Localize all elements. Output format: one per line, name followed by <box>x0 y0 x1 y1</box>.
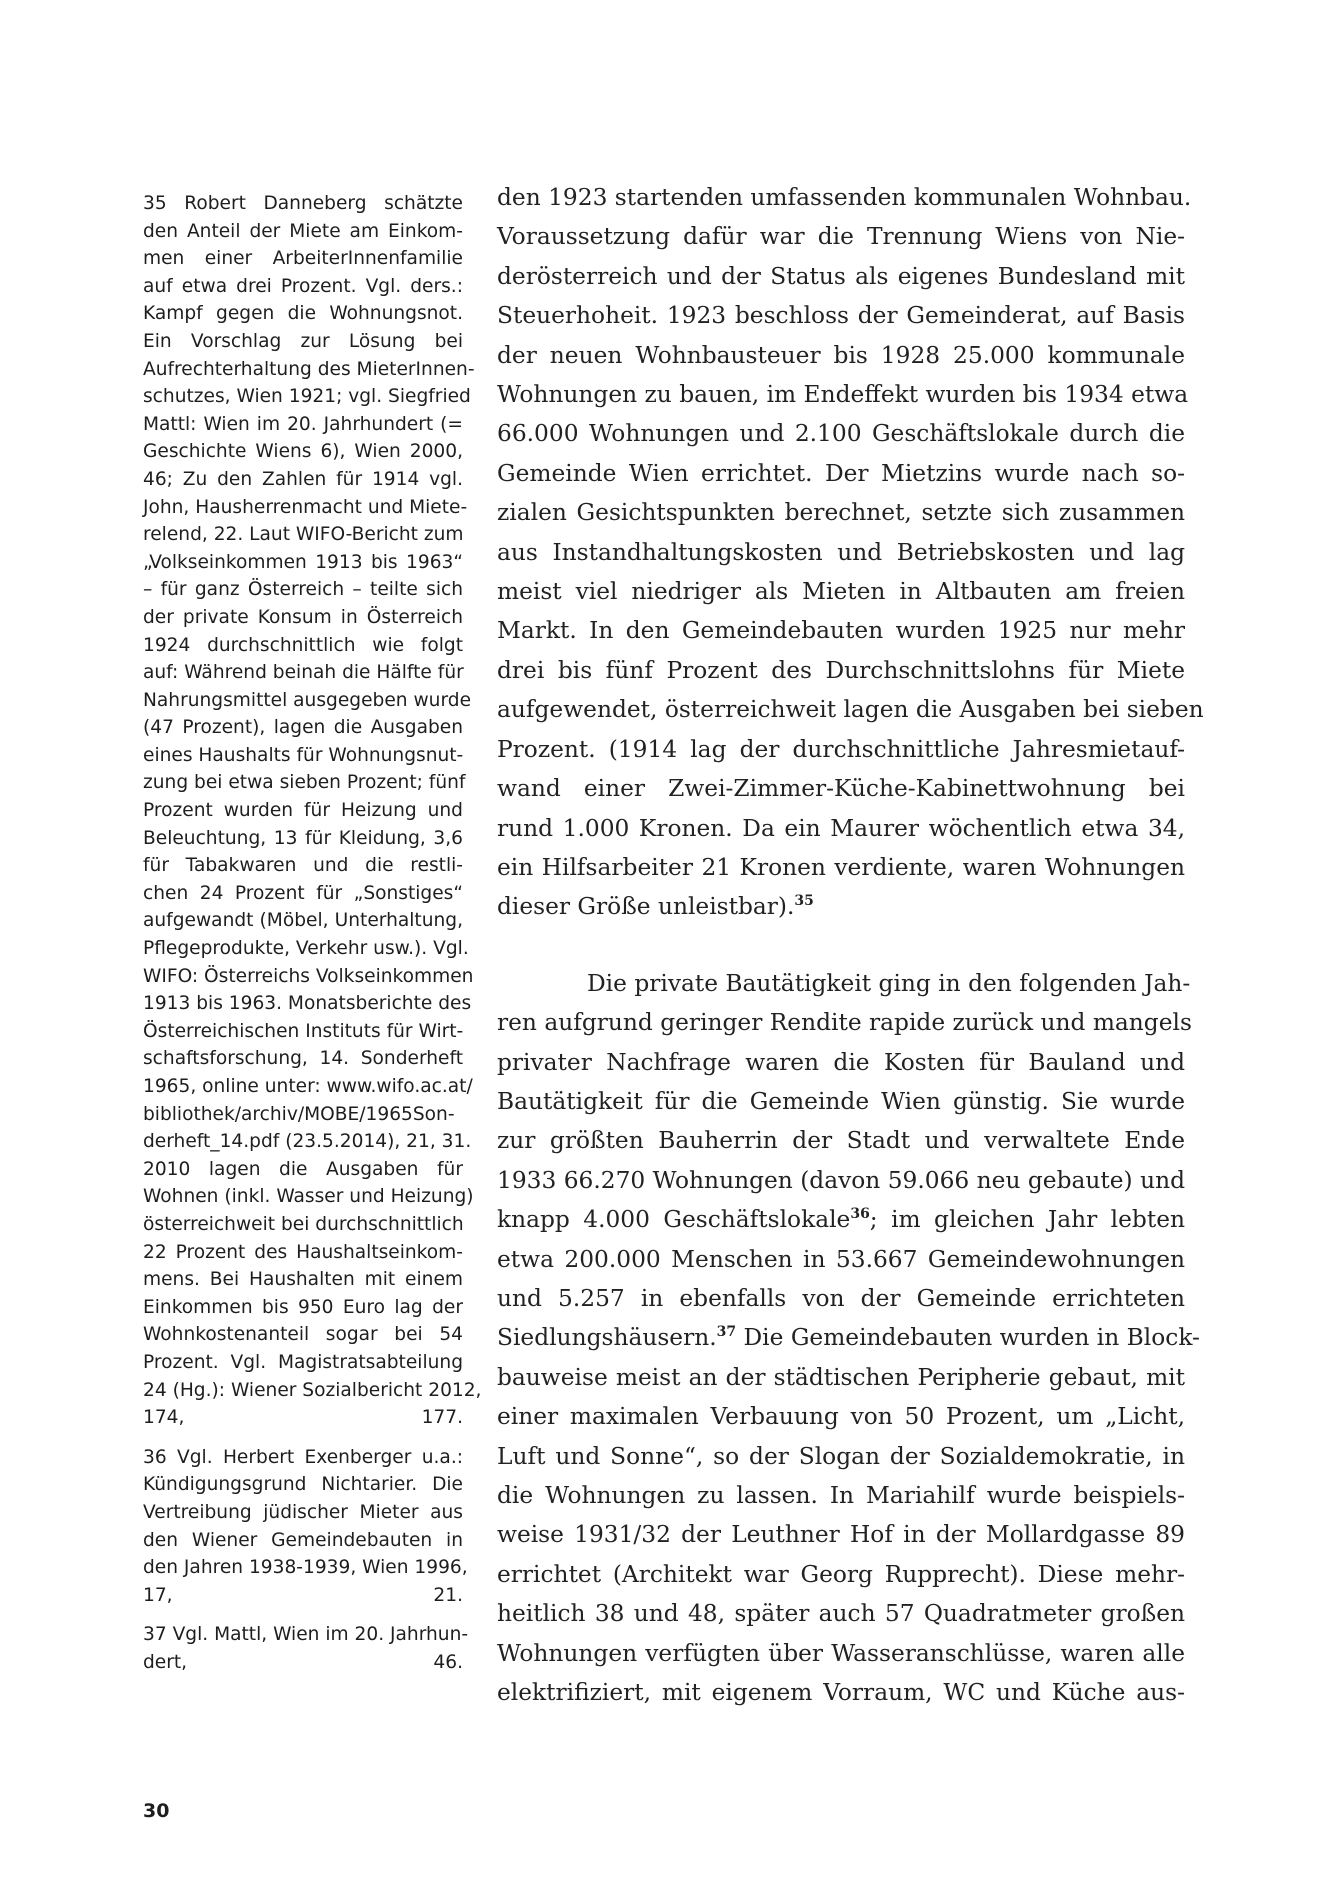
text-line: zur größten Bauherrin der Stadt und verwaltete Ende <box>497 1127 1185 1155</box>
text-line: wand einer Zwei-Zimmer-Küche-Kabinettwohnung bei <box>497 775 1185 803</box>
footnote-line: 37 Vgl. Mattl, Wien im 20. Jahrhun- <box>143 1624 469 1646</box>
paragraph-1-last-line <box>497 887 1185 926</box>
text-line: 66.000 Wohnungen und 2.100 Geschäftslokale durch die <box>497 420 1185 448</box>
footnote-line: schutzes, Wien 1921; vgl. Siegfried <box>143 386 471 408</box>
footnote-line: Mattl: Wien im 20. Jahrhundert (= <box>143 413 463 435</box>
footnote-line: bibliothek/archiv/MOBE/1965Son- <box>143 1103 455 1125</box>
text-line: etwa 200.000 Menschen in 53.667 Gemeindewohnungen <box>497 1245 1185 1273</box>
footnote-line: 1965, online unter: www.wifo.ac.at/ <box>143 1076 473 1097</box>
footnote-line: Kampf gegen die Wohnungsnot. <box>143 303 463 325</box>
body-paragraph-1 <box>497 178 1204 927</box>
text-line: weise 1931/32 der Leuthner Hof in der Mollardgasse 89 <box>497 1521 1185 1549</box>
footnote-ref-36[interactable]: 36 <box>850 1206 870 1223</box>
text-line: ein Hilfsarbeiter 21 Kronen verdiente, waren Wohnungen <box>497 853 1185 881</box>
text-line: der neuen Wohnbausteuer bis 1928 25.000 kommunale <box>497 341 1185 369</box>
footnote-line: Beleuchtung, 13 für Kleidung, 3,6 <box>143 827 463 849</box>
paragraph-1-lines <box>497 178 1204 887</box>
text-line: Wohnungen zu bauen, im Endeffekt wurden bis 1934 etwa <box>497 381 1189 409</box>
footnote-line: 35 Robert Danneberg schätzte <box>143 193 463 214</box>
footnote-line: „Volkseinkommen 1913 bis 1963“ <box>143 551 463 573</box>
text-line: bauweise meist an der städtischen Peripherie gebaut, mit <box>497 1363 1185 1391</box>
footnote-line: derheft_14.pdf (23.5.2014), 21, 31. <box>143 1131 472 1153</box>
footnote-line: 2010 lagen die Ausgaben für <box>143 1158 463 1180</box>
footnote-line: Wohnkostenanteil sogar bei 54 <box>143 1324 463 1346</box>
text-line: einer maximalen Verbauung von 50 Prozent, um „Licht, <box>497 1403 1185 1431</box>
text-line: aus Instandhaltungskosten und Betriebskosten und lag <box>497 538 1185 566</box>
footnote-line: Nahrungsmittel ausgegeben wurde <box>143 689 472 711</box>
footnote-line: der private Konsum in Österreich <box>143 606 463 628</box>
footnote-line: Vertreibung jüdischer Mieter aus <box>143 1501 463 1523</box>
text-line: und 5.257 in ebenfalls von der Gemeinde errichteten <box>497 1284 1185 1312</box>
footnote-line: dert, 46. <box>143 1651 463 1673</box>
footnote-line: 17, 21. <box>143 1584 463 1606</box>
footnote-line: 1924 durchschnittlich wie folgt <box>143 634 463 656</box>
footnote-line: schaftsforschung, 14. Sonderheft <box>143 1048 463 1070</box>
footnote-line: österreichweit bei durchschnittlich <box>143 1213 464 1235</box>
footnote-line: den Anteil der Miete am Einkom- <box>143 220 463 242</box>
text-line: Gemeinde Wien errichtet. Der Mietzins wurde nach so- <box>497 459 1185 487</box>
footnote-line: John, Hausherrenmacht und Miete- <box>143 496 468 518</box>
paragraph-1-last-line-text: dieser Größe unleistbar). <box>497 893 795 921</box>
footnote-line: auf: Während beinah die Hälfte für <box>143 662 464 684</box>
footnote-line: Kündigungsgrund Nichtarier. Die <box>143 1474 463 1496</box>
footnote-line: chen 24 Prozent für „Sonstiges“ <box>143 882 463 904</box>
footnote-ref-37[interactable]: 37 <box>716 1324 737 1341</box>
footnote-line: 1913 bis 1963. Monatsberichte des <box>143 993 472 1015</box>
footnote-line: Prozent. Vgl. Magistratsabteilung <box>143 1351 463 1373</box>
text-line <box>497 1318 1200 1357</box>
footnote-ref-35[interactable]: 35 <box>794 893 814 910</box>
text-segment: knapp 4.000 Geschäftslokale <box>497 1206 851 1234</box>
footnote-line: zung bei etwa sieben Prozent; fünf <box>143 772 466 794</box>
footnote-line: Ein Vorschlag zur Lösung bei <box>143 330 463 352</box>
text-line: aufgewendet, österreichweit lagen die Ausgaben bei sieben <box>497 696 1204 724</box>
page-number: 30 <box>143 1800 170 1822</box>
text-line: Prozent. (1914 lag der durchschnittliche Jahresmietauf- <box>497 735 1185 763</box>
body-paragraph-2 <box>497 964 1200 1713</box>
text-line: Voraussetzung dafür war die Trennung Wiens von Nie- <box>497 223 1185 251</box>
footnote-line: mens. Bei Haushalten mit einem <box>143 1269 463 1291</box>
text-line: heitlich 38 und 48, später auch 57 Quadratmeter großen <box>497 1600 1185 1628</box>
footnote-line: men einer ArbeiterInnenfamilie <box>143 248 463 270</box>
footnote-line: 24 (Hg.): Wiener Sozialbericht 2012, <box>143 1379 482 1401</box>
footnote-line: eines Haushalts für Wohnungsnut- <box>143 744 464 766</box>
footnote-line: Wohnen (inkl. Wasser und Heizung) <box>143 1186 474 1208</box>
text-line <box>497 1200 1185 1239</box>
text-line: drei bis fünf Prozent des Durchschnittslohns für Miete <box>497 656 1185 684</box>
footnote-line: Pflegeprodukte, Verkehr usw.). Vgl. <box>143 938 469 960</box>
footnote-35 <box>143 190 482 1432</box>
footnote-37 <box>143 1621 469 1676</box>
footnote-line: 174, 177. <box>143 1407 463 1429</box>
main-text-column <box>497 178 1204 1712</box>
text-line: privater Nachfrage waren die Kosten für Bauland und <box>497 1048 1185 1076</box>
text-line: derösterreich und der Status als eigenes Bundesland mit <box>497 262 1185 290</box>
text-line: Steuerhoheit. 1923 beschloss der Gemeinderat, auf Basis <box>497 302 1185 330</box>
text-segment: Siedlungshäusern. <box>497 1324 717 1352</box>
footnote-line: WIFO: Österreichs Volkseinkommen <box>143 965 474 987</box>
footnote-column <box>143 190 482 1688</box>
text-line: ren aufgrund geringer Rendite rapide zurück und mangels <box>497 1009 1192 1037</box>
text-line: Wohnungen verfügten über Wasseranschlüsse, waren alle <box>497 1639 1185 1667</box>
footnote-line: Aufrechterhaltung des MieterInnen- <box>143 358 475 380</box>
text-line: meist viel niedriger als Mieten in Altbauten am freien <box>497 578 1185 606</box>
footnote-line: – für ganz Österreich – teilte sich <box>143 579 463 601</box>
text-line: 1933 66.270 Wohnungen (davon 59.066 neu gebaute) und <box>497 1166 1185 1194</box>
text-line: Markt. In den Gemeindebauten wurden 1925 nur mehr <box>497 617 1185 645</box>
text-line: elektrifiziert, mit eigenem Vorraum, WC und Küche aus- <box>497 1679 1185 1707</box>
footnote-line: für Tabakwaren und die restli- <box>143 855 463 877</box>
footnote-line: 46; Zu den Zahlen für 1914 vgl. <box>143 468 463 490</box>
footnote-line: Geschichte Wiens 6), Wien 2000, <box>143 441 463 463</box>
footnote-line: Prozent wurden für Heizung und <box>143 800 463 822</box>
footnote-line: 36 Vgl. Herbert Exenberger u.a.: <box>143 1446 463 1468</box>
text-line: die Wohnungen zu lassen. In Mariahilf wurde beispiels- <box>497 1482 1185 1509</box>
footnote-line: relend, 22. Laut WIFO-Bericht zum <box>143 524 464 546</box>
footnote-36 <box>143 1444 468 1610</box>
text-line: Bautätigkeit für die Gemeinde Wien günstig. Sie wurde <box>497 1087 1185 1115</box>
text-line: rund 1.000 Kronen. Da ein Maurer wöchentlich etwa 34, <box>497 814 1185 842</box>
text-segment: ; im gleichen Jahr lebten <box>869 1206 1185 1234</box>
footnote-line: den Wiener Gemeindebauten in <box>143 1529 463 1551</box>
footnote-line: aufgewandt (Möbel, Unterhaltung, <box>143 910 463 932</box>
footnote-line: (47 Prozent), lagen die Ausgaben <box>143 717 463 739</box>
text-segment: Die Gemeindebauten wurden in Block- <box>736 1324 1200 1352</box>
footnote-line: 22 Prozent des Haushaltseinkom- <box>143 1241 463 1263</box>
footnote-line: Österreichischen Instituts für Wirt- <box>143 1020 464 1042</box>
text-line: zialen Gesichtspunkten berechnet, setzte sich zusammen <box>497 499 1185 527</box>
footnote-line: Einkommen bis 950 Euro lag der <box>143 1296 463 1318</box>
text-line: Die private Bautätigkeit ging in den folgenden Jah- <box>587 969 1191 997</box>
footnote-line: den Jahren 1938-1939, Wien 1996, <box>143 1557 468 1579</box>
text-line: Luft und Sonne“, so der Slogan der Sozialdemokratie, in <box>497 1442 1185 1470</box>
footnote-line: auf etwa drei Prozent. Vgl. ders.: <box>143 275 463 297</box>
text-line: den 1923 startenden umfassenden kommunalen Wohnbau. <box>497 184 1192 211</box>
text-line: errichtet (Architekt war Georg Rupprecht). Diese mehr- <box>497 1560 1185 1588</box>
